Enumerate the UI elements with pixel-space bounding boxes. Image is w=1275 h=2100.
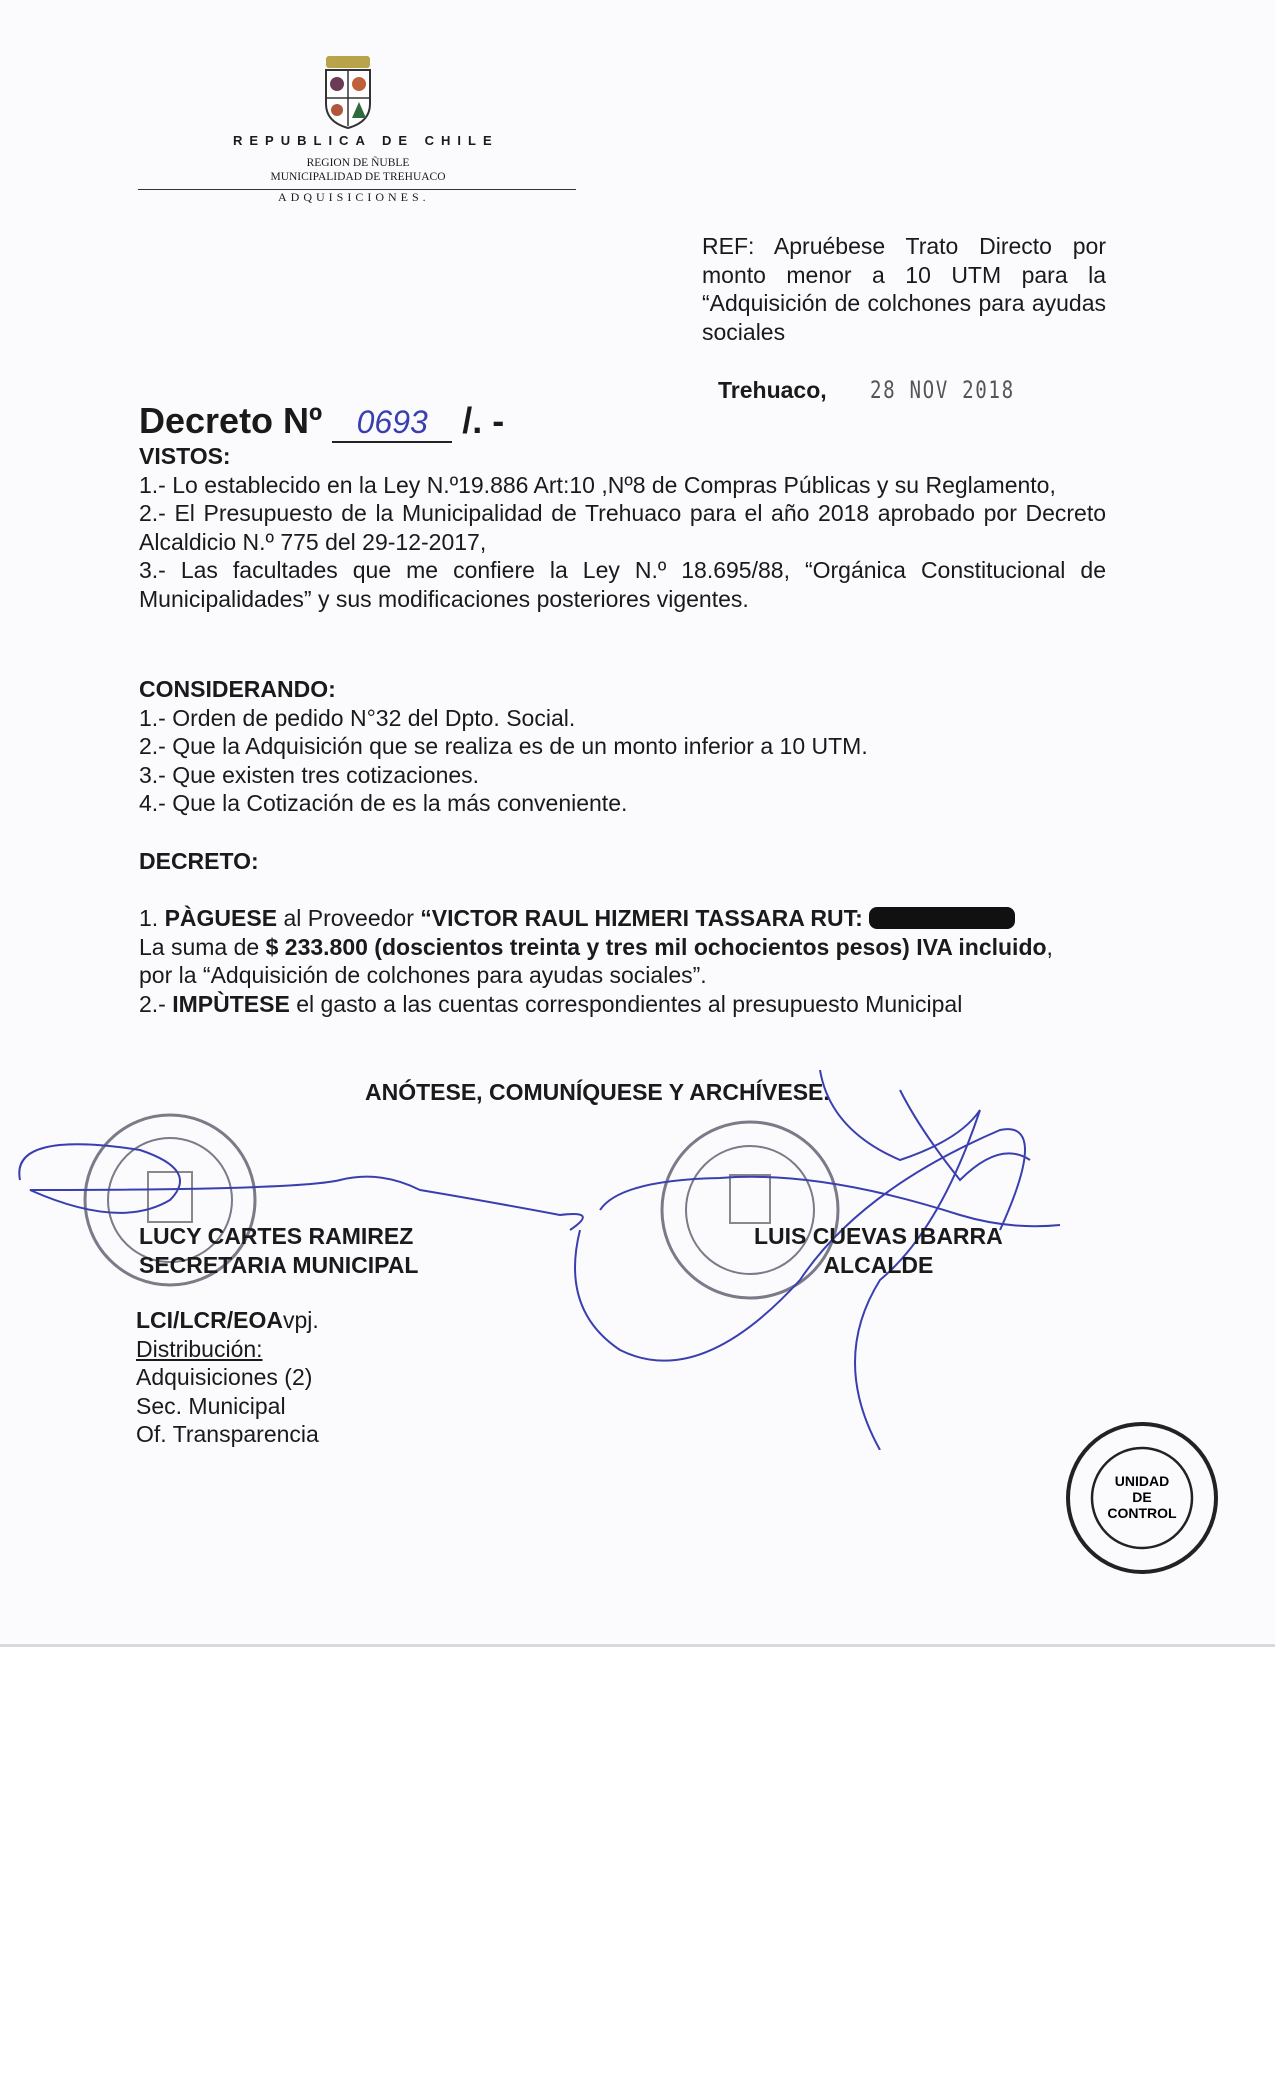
sum-label: La suma de xyxy=(139,933,260,960)
redacted-rut xyxy=(869,907,1015,929)
vistos-item: 1.- Lo establecido en la Ley N.º19.886 Art:10 ,Nº8 de Compras Públicas y su Reglamento, xyxy=(139,471,1056,498)
considerando-section xyxy=(139,675,1106,818)
reference-text: REF: Apruébese Trato Directo por monto menor a 10 UTM para la “Adquisición de colchones para ayudas sociales xyxy=(702,233,1106,345)
decreto-item-1 xyxy=(139,904,1079,990)
impute-text: el gasto a las cuentas correspondientes al presupuesto Municipal xyxy=(296,990,963,1017)
initials-bold: LCI/LCR/EOA xyxy=(136,1307,283,1333)
distribution-item: Of. Transparencia xyxy=(136,1421,319,1447)
sum-amount: $ 233.800 (doscientos treinta y tres mil ochocientos pesos) IVA incluido xyxy=(265,933,1047,960)
svg-text:UNIDAD: UNIDAD xyxy=(1114,1473,1170,1489)
initials-typist: vpj. xyxy=(282,1307,319,1333)
vistos-item: 2.- El Presupuesto de la Municipalidad de Trehuaco para el año 2018 aprobado por Decreto Alcaldicio N.º 775 del 29-12-2017, xyxy=(139,500,1106,555)
signatory-mayor xyxy=(754,1222,1003,1279)
considerando-title: CONSIDERANDO: xyxy=(139,676,336,702)
distribution-title: Distribución: xyxy=(136,1335,263,1362)
supplier-label: al Proveedor xyxy=(283,905,414,931)
decree-label: Decreto Nº xyxy=(139,400,323,441)
considerando-item: 2.- Que la Adquisición que se realiza es de un monto inferior a 10 UTM. xyxy=(139,733,868,759)
considerando-item: 4.- Que la Cotización de es la más conveniente. xyxy=(139,790,628,816)
verb-impute: IMPÙTESE xyxy=(172,990,290,1017)
distribution-item: Sec. Municipal xyxy=(136,1392,286,1419)
vistos-item: 3.- Las facultades que me confiere la Ley N.º 18.695/88, “Orgánica Constitucional de Municipalidades” y sus modificaciones posteriores vigentes. xyxy=(139,557,1106,612)
letterhead xyxy=(138,156,578,184)
initials xyxy=(136,1306,319,1335)
considerando-item: 3.- Que existen tres cotizaciones. xyxy=(139,761,480,788)
supplier-name: “VICTOR RAUL HIZMERI TASSARA RUT: xyxy=(420,905,863,931)
svg-text:CONTROL: CONTROL xyxy=(1107,1505,1177,1521)
signatory-title: ALCALDE xyxy=(823,1251,934,1278)
signatory-name: LUIS CUEVAS IBARRA xyxy=(754,1223,1003,1249)
coat-of-arms-logo xyxy=(318,54,378,130)
date-stamp: 28 NOV 2018 xyxy=(870,376,1015,404)
distribution-block xyxy=(136,1306,319,1449)
decreto-title: DECRETO: xyxy=(139,848,259,874)
decree-suffix: /. - xyxy=(462,400,505,441)
vistos-title: VISTOS: xyxy=(139,443,231,469)
signatory-name: LUCY CARTES RAMIREZ xyxy=(139,1223,414,1249)
considerando-item: 1.- Orden de pedido N°32 del Dpto. Social. xyxy=(139,704,576,731)
department-label: ADQUISICIONES. xyxy=(278,190,430,204)
closing-formula: ANÓTESE, COMUNÍQUESE Y ARCHÍVESE. xyxy=(365,1079,830,1105)
sum-purpose: , por la “Adquisición de colchones para ayudas sociales”. xyxy=(139,933,1053,988)
decree-number: 0693 xyxy=(332,404,452,443)
country-heading: REPUBLICA DE CHILE xyxy=(233,133,499,148)
decree-title xyxy=(139,400,504,443)
verb-pay: PÀGUESE xyxy=(164,905,278,931)
decreto-item-2 xyxy=(139,990,1079,1019)
item-number: 1. xyxy=(139,905,159,931)
item-number: 2.- xyxy=(139,990,166,1017)
municipality-label: MUNICIPALIDAD DE TREHUACO xyxy=(270,171,446,183)
place-label: Trehuaco, xyxy=(718,377,827,403)
signatory-title: SECRETARIA MUNICIPAL xyxy=(139,1251,419,1278)
vistos-section xyxy=(139,442,1106,613)
region-label: REGION DE ÑUBLE xyxy=(306,157,410,169)
svg-text:DE: DE xyxy=(1132,1489,1152,1505)
decreto-section xyxy=(139,904,1079,1018)
signatory-secretary xyxy=(139,1222,418,1279)
distribution-item: Adquisiciones (2) xyxy=(136,1364,313,1390)
